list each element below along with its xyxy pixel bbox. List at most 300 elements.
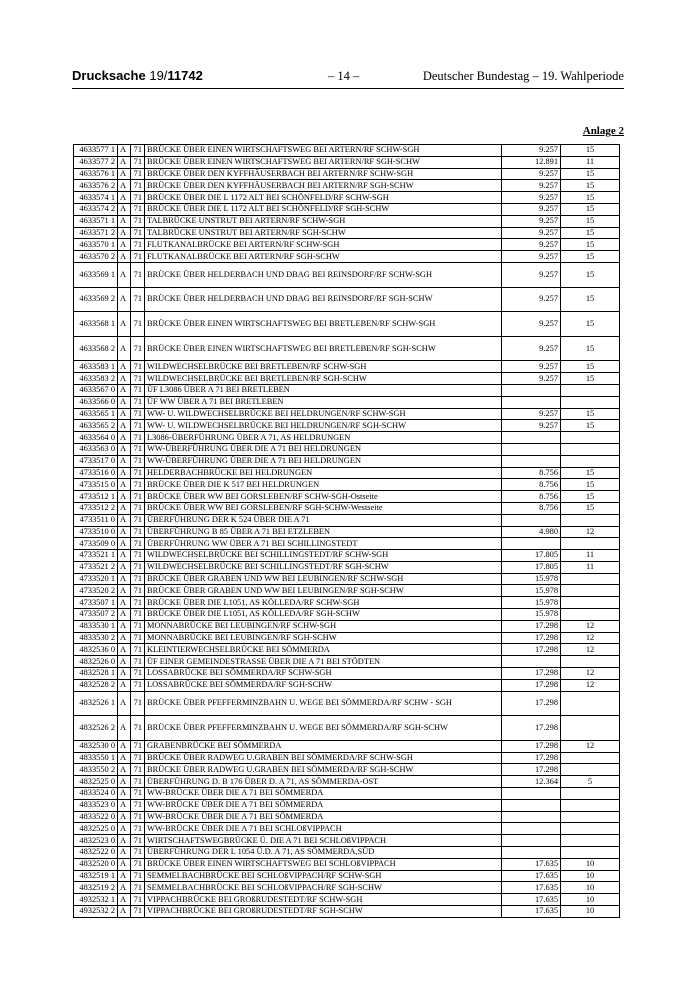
type-cell: A xyxy=(118,799,131,811)
type-cell: A xyxy=(118,336,131,361)
count-cell: 15 xyxy=(561,262,620,287)
description-cell: KLEINTIERWECHSELBRÜCKE BEI SÖMMERDA xyxy=(145,644,502,656)
table-row xyxy=(74,502,620,514)
value-cell xyxy=(502,811,561,823)
road-number-cell: 71 xyxy=(131,384,145,396)
road-number-cell: 71 xyxy=(131,799,145,811)
road-number-cell: 71 xyxy=(131,373,145,385)
description-cell: ÜF WW ÜBER A 71 BEI BRETLEBEN xyxy=(145,396,502,408)
type-cell: A xyxy=(118,620,131,632)
table-row xyxy=(74,514,620,526)
description-cell: FLUTKANALBRÜCKE BEI ARTERN/RF SGH-SCHW xyxy=(145,251,502,263)
road-number-cell: 71 xyxy=(131,788,145,800)
count-cell: 15 xyxy=(561,287,620,312)
description-cell: ÜF L3086 ÜBER A 71 BEI BRETLEBEN xyxy=(145,384,502,396)
value-cell xyxy=(502,514,561,526)
count-cell: 12 xyxy=(561,644,620,656)
structure-id-cell: 4733507 1 xyxy=(74,597,118,609)
description-cell: BRÜCKE ÜBER GRABEN UND WW BEI LEUBINGEN/RF SCHW-SGH xyxy=(145,573,502,585)
description-cell: WILDWECHSELBRÜCKE BEI SCHILLINGSTEDT/RF SCHW-SGH xyxy=(145,550,502,562)
road-number-cell: 71 xyxy=(131,585,145,597)
table-row xyxy=(74,870,620,882)
structure-id-cell: 4833550 2 xyxy=(74,764,118,776)
table-row xyxy=(74,847,620,859)
type-cell: A xyxy=(118,668,131,680)
table-row xyxy=(74,455,620,467)
type-cell: A xyxy=(118,312,131,337)
description-cell: L3086-ÜBERFÜHRUNG ÜBER A 71, AS HELDRUNGEN xyxy=(145,432,502,444)
structure-id-cell: 4633565 1 xyxy=(74,408,118,420)
type-cell: A xyxy=(118,538,131,550)
count-cell: 12 xyxy=(561,632,620,644)
count-cell: 10 xyxy=(561,870,620,882)
road-number-cell: 71 xyxy=(131,156,145,168)
description-cell: BRÜCKE ÜBER DEN KYFFHÄUSERBACH BEI ARTERN/RF SGH-SCHW xyxy=(145,180,502,192)
value-cell: 8.756 xyxy=(502,491,561,503)
table-row xyxy=(74,788,620,800)
description-cell: TALBRÜCKE UNSTRUT BEI ARTERN/RF SCHW-SGH xyxy=(145,215,502,227)
structure-id-cell: 4633568 1 xyxy=(74,312,118,337)
doc-label: Drucksache xyxy=(72,68,146,83)
count-cell xyxy=(561,823,620,835)
bridge-table xyxy=(73,144,620,918)
count-cell xyxy=(561,538,620,550)
table-row xyxy=(74,906,620,918)
description-cell: WW-BRÜCKE ÜBER DIE A 71 BEI SÖMMERDA xyxy=(145,799,502,811)
road-number-cell: 71 xyxy=(131,894,145,906)
value-cell: 9.257 xyxy=(502,373,561,385)
count-cell: 15 xyxy=(561,420,620,432)
value-cell: 17.298 xyxy=(502,691,561,716)
description-cell: BRÜCKE ÜBER PFEFFERMINZBAHN U. WEGE BEI SÖMMERDA/RF SGH-SCHW xyxy=(145,716,502,741)
type-cell: A xyxy=(118,550,131,562)
table-row xyxy=(74,145,620,157)
type-cell: A xyxy=(118,847,131,859)
structure-id-cell: 4833530 1 xyxy=(74,620,118,632)
value-cell: 9.257 xyxy=(502,192,561,204)
structure-id-cell: 4833530 2 xyxy=(74,632,118,644)
road-number-cell: 71 xyxy=(131,203,145,215)
value-cell xyxy=(502,799,561,811)
road-number-cell: 71 xyxy=(131,632,145,644)
structure-id-cell: 4633567 0 xyxy=(74,384,118,396)
structure-id-cell: 4833524 0 xyxy=(74,788,118,800)
value-cell: 17.298 xyxy=(502,740,561,752)
value-cell: 9.257 xyxy=(502,262,561,287)
road-number-cell: 71 xyxy=(131,287,145,312)
table-row xyxy=(74,336,620,361)
table-row xyxy=(74,312,620,337)
road-number-cell: 71 xyxy=(131,538,145,550)
value-cell: 17.298 xyxy=(502,668,561,680)
structure-id-cell: 4633566 0 xyxy=(74,396,118,408)
count-cell xyxy=(561,597,620,609)
structure-id-cell: 4633570 1 xyxy=(74,239,118,251)
type-cell: A xyxy=(118,906,131,918)
table-row xyxy=(74,644,620,656)
structure-id-cell: 4733515 0 xyxy=(74,479,118,491)
type-cell: A xyxy=(118,835,131,847)
count-cell: 12 xyxy=(561,740,620,752)
description-cell: GRABENBRÜCKE BEI SÖMMERDA xyxy=(145,740,502,752)
value-cell xyxy=(502,847,561,859)
type-cell: A xyxy=(118,227,131,239)
road-number-cell: 71 xyxy=(131,550,145,562)
type-cell: A xyxy=(118,823,131,835)
value-cell: 17.298 xyxy=(502,679,561,691)
road-number-cell: 71 xyxy=(131,455,145,467)
type-cell: A xyxy=(118,632,131,644)
structure-id-cell: 4633576 2 xyxy=(74,180,118,192)
table-row xyxy=(74,632,620,644)
table-row xyxy=(74,894,620,906)
count-cell: 15 xyxy=(561,373,620,385)
table-row xyxy=(74,620,620,632)
type-cell: A xyxy=(118,585,131,597)
structure-id-cell: 4832525 0 xyxy=(74,823,118,835)
count-cell xyxy=(561,384,620,396)
value-cell: 17.298 xyxy=(502,644,561,656)
table-row xyxy=(74,668,620,680)
description-cell: BRÜCKE ÜBER EINEN WIRTSCHAFTSWEG BEI ARTERN/RF SCHW-SGH xyxy=(145,145,502,157)
road-number-cell: 71 xyxy=(131,573,145,585)
type-cell: A xyxy=(118,788,131,800)
structure-id-cell: 4633574 1 xyxy=(74,192,118,204)
count-cell xyxy=(561,764,620,776)
type-cell: A xyxy=(118,691,131,716)
description-cell: BRÜCKE ÜBER PFEFFERMINZBAHN U. WEGE BEI SÖMMERDA/RF SCHW - SGH xyxy=(145,691,502,716)
road-number-cell: 71 xyxy=(131,491,145,503)
structure-id-cell: 4733511 0 xyxy=(74,514,118,526)
count-cell xyxy=(561,609,620,621)
description-cell: ÜBERFÜHRUNG B 85 ÜBER A 71 BEI ETZLEBEN xyxy=(145,526,502,538)
description-cell: ÜBERFÜHRUNG WW ÜBER A 71 BEI SCHILLINGSTEDT xyxy=(145,538,502,550)
count-cell: 15 xyxy=(561,479,620,491)
count-cell xyxy=(561,835,620,847)
type-cell: A xyxy=(118,408,131,420)
type-cell: A xyxy=(118,396,131,408)
structure-id-cell: 4832525 0 xyxy=(74,776,118,788)
page-number: – 14 – xyxy=(328,69,360,83)
road-number-cell: 71 xyxy=(131,870,145,882)
table-row xyxy=(74,585,620,597)
table-row xyxy=(74,227,620,239)
count-cell xyxy=(561,443,620,455)
type-cell: A xyxy=(118,811,131,823)
structure-id-cell: 4733517 0 xyxy=(74,455,118,467)
count-cell: 15 xyxy=(561,227,620,239)
annex-label: Anlage 2 xyxy=(582,125,624,137)
road-number-cell: 71 xyxy=(131,502,145,514)
road-number-cell: 71 xyxy=(131,145,145,157)
value-cell: 9.257 xyxy=(502,145,561,157)
description-cell: BRÜCKE ÜBER RADWEG U.GRABEN BEI SÖMMERDA/RF SCHW-SGH xyxy=(145,752,502,764)
structure-id-cell: 4733521 2 xyxy=(74,561,118,573)
count-cell: 15 xyxy=(561,467,620,479)
count-cell xyxy=(561,432,620,444)
value-cell xyxy=(502,396,561,408)
structure-id-cell: 4733512 2 xyxy=(74,502,118,514)
table-row xyxy=(74,597,620,609)
type-cell: A xyxy=(118,361,131,373)
description-cell: ÜBERFÜHRUNG DER L 1054 Ü.D. A 71, AS SÖMMERDA,SÜD xyxy=(145,847,502,859)
type-cell: A xyxy=(118,432,131,444)
value-cell: 17.298 xyxy=(502,716,561,741)
structure-id-cell: 4832523 0 xyxy=(74,835,118,847)
type-cell: A xyxy=(118,561,131,573)
value-cell xyxy=(502,538,561,550)
count-cell: 15 xyxy=(561,251,620,263)
type-cell: A xyxy=(118,479,131,491)
count-cell xyxy=(561,514,620,526)
count-cell xyxy=(561,788,620,800)
type-cell: A xyxy=(118,203,131,215)
type-cell: A xyxy=(118,145,131,157)
count-cell: 11 xyxy=(561,550,620,562)
value-cell: 17.298 xyxy=(502,620,561,632)
type-cell: A xyxy=(118,526,131,538)
type-cell: A xyxy=(118,656,131,668)
type-cell: A xyxy=(118,168,131,180)
value-cell xyxy=(502,455,561,467)
structure-id-cell: 4733520 1 xyxy=(74,573,118,585)
count-cell xyxy=(561,691,620,716)
type-cell: A xyxy=(118,716,131,741)
table-row xyxy=(74,561,620,573)
structure-id-cell: 4833523 0 xyxy=(74,799,118,811)
count-cell: 15 xyxy=(561,168,620,180)
value-cell: 9.257 xyxy=(502,180,561,192)
type-cell: A xyxy=(118,384,131,396)
table-row xyxy=(74,262,620,287)
value-cell: 9.257 xyxy=(502,203,561,215)
publisher: Deutscher Bundestag – 19. Wahlperiode xyxy=(422,69,624,83)
value-cell: 8.756 xyxy=(502,502,561,514)
road-number-cell: 71 xyxy=(131,752,145,764)
table-row xyxy=(74,287,620,312)
road-number-cell: 71 xyxy=(131,514,145,526)
description-cell: WW-ÜBERFÜHRUNG ÜBER DIE A 71 BEI HELDRUNGEN xyxy=(145,455,502,467)
structure-id-cell: 4733516 0 xyxy=(74,467,118,479)
table-row xyxy=(74,811,620,823)
structure-id-cell: 4832519 1 xyxy=(74,870,118,882)
road-number-cell: 71 xyxy=(131,823,145,835)
road-number-cell: 71 xyxy=(131,656,145,668)
structure-id-cell: 4633568 2 xyxy=(74,336,118,361)
table-row xyxy=(74,168,620,180)
structure-id-cell: 4832536 0 xyxy=(74,644,118,656)
road-number-cell: 71 xyxy=(131,847,145,859)
count-cell: 15 xyxy=(561,180,620,192)
value-cell: 15.978 xyxy=(502,609,561,621)
count-cell: 15 xyxy=(561,215,620,227)
type-cell: A xyxy=(118,467,131,479)
doc-number-prefix: 19/ xyxy=(149,68,168,83)
type-cell: A xyxy=(118,514,131,526)
count-cell: 15 xyxy=(561,239,620,251)
count-cell: 10 xyxy=(561,882,620,894)
structure-id-cell: 4832528 1 xyxy=(74,668,118,680)
structure-id-cell: 4633570 2 xyxy=(74,251,118,263)
count-cell: 5 xyxy=(561,776,620,788)
description-cell: BRÜCKE ÜBER DEN KYFFHÄUSERBACH BEI ARTERN/RF SCHW-SGH xyxy=(145,168,502,180)
table-row xyxy=(74,479,620,491)
table-row xyxy=(74,384,620,396)
value-cell: 9.257 xyxy=(502,287,561,312)
count-cell: 15 xyxy=(561,312,620,337)
type-cell: A xyxy=(118,192,131,204)
description-cell: BRÜCKE ÜBER DIE L 1172 ALT BEI SCHÖNFELD/RF SGH-SCHW xyxy=(145,203,502,215)
table-row xyxy=(74,432,620,444)
table-row xyxy=(74,776,620,788)
road-number-cell: 71 xyxy=(131,561,145,573)
structure-id-cell: 4633574 2 xyxy=(74,203,118,215)
description-cell: BRÜCKE ÜBER EINEN WIRTSCHAFTSWEG BEI BRETLEBEN/RF SGH-SCHW xyxy=(145,336,502,361)
value-cell: 17.635 xyxy=(502,858,561,870)
table-row xyxy=(74,573,620,585)
type-cell: A xyxy=(118,609,131,621)
road-number-cell: 71 xyxy=(131,811,145,823)
road-number-cell: 71 xyxy=(131,215,145,227)
table-row xyxy=(74,251,620,263)
value-cell: 9.257 xyxy=(502,215,561,227)
type-cell: A xyxy=(118,239,131,251)
value-cell: 9.257 xyxy=(502,168,561,180)
count-cell xyxy=(561,752,620,764)
type-cell: A xyxy=(118,644,131,656)
table-row xyxy=(74,203,620,215)
description-cell: MONNABRÜCKE BEI LEUBINGEN/RF SCHW-SGH xyxy=(145,620,502,632)
structure-id-cell: 4833522 0 xyxy=(74,811,118,823)
description-cell: BRÜCKE ÜBER DIE K 517 BEI HELDRUNGEN xyxy=(145,479,502,491)
table-row xyxy=(74,526,620,538)
structure-id-cell: 4633577 2 xyxy=(74,156,118,168)
count-cell: 15 xyxy=(561,491,620,503)
description-cell: WW-BRÜCKE ÜBER DIE A 71 BEI SCHLOßVIPPACH xyxy=(145,823,502,835)
description-cell: BRÜCKE ÜBER EINEN WIRTSCHAFTSWEG BEI SCHLOßVIPPACH xyxy=(145,858,502,870)
doc-number-main: 11742 xyxy=(167,68,203,83)
table-row xyxy=(74,882,620,894)
structure-id-cell: 4832530 0 xyxy=(74,740,118,752)
type-cell: A xyxy=(118,764,131,776)
table-row xyxy=(74,408,620,420)
description-cell: BRÜCKE ÜBER RADWEG U.GRABEN BEI SÖMMERDA/RF SGH-SCHW xyxy=(145,764,502,776)
description-cell: WIRTSCHAFTSWEGBRÜCKE Ü. DIE A 71 BEI SCHLOßVIPPACH xyxy=(145,835,502,847)
table-row xyxy=(74,609,620,621)
type-cell: A xyxy=(118,502,131,514)
type-cell: A xyxy=(118,679,131,691)
value-cell: 8.756 xyxy=(502,467,561,479)
road-number-cell: 71 xyxy=(131,668,145,680)
road-number-cell: 71 xyxy=(131,716,145,741)
description-cell: BRÜCKE ÜBER GRABEN UND WW BEI LEUBINGEN/RF SGH-SCHW xyxy=(145,585,502,597)
type-cell: A xyxy=(118,882,131,894)
structure-id-cell: 4733520 2 xyxy=(74,585,118,597)
value-cell: 17.635 xyxy=(502,894,561,906)
value-cell xyxy=(502,835,561,847)
value-cell: 17.805 xyxy=(502,561,561,573)
table-row xyxy=(74,443,620,455)
count-cell: 15 xyxy=(561,361,620,373)
type-cell: A xyxy=(118,262,131,287)
table-row xyxy=(74,740,620,752)
road-number-cell: 71 xyxy=(131,443,145,455)
structure-id-cell: 4932532 1 xyxy=(74,894,118,906)
table-row xyxy=(74,420,620,432)
structure-id-cell: 4633563 0 xyxy=(74,443,118,455)
structure-id-cell: 4633571 1 xyxy=(74,215,118,227)
value-cell xyxy=(502,384,561,396)
value-cell: 9.257 xyxy=(502,420,561,432)
road-number-cell: 71 xyxy=(131,420,145,432)
count-cell: 10 xyxy=(561,894,620,906)
structure-id-cell: 4832528 2 xyxy=(74,679,118,691)
type-cell: A xyxy=(118,455,131,467)
value-cell: 15.978 xyxy=(502,597,561,609)
type-cell: A xyxy=(118,573,131,585)
value-cell: 9.257 xyxy=(502,227,561,239)
description-cell: BRÜCKE ÜBER HELDERBACH UND DBAG BEI REINSDORF/RF SCHW-SGH xyxy=(145,262,502,287)
type-cell: A xyxy=(118,287,131,312)
road-number-cell: 71 xyxy=(131,526,145,538)
structure-id-cell: 4733507 2 xyxy=(74,609,118,621)
road-number-cell: 71 xyxy=(131,764,145,776)
road-number-cell: 71 xyxy=(131,336,145,361)
description-cell: WW-BRÜCKE ÜBER DIE A 71 BEI SÖMMERDA xyxy=(145,811,502,823)
page-header xyxy=(72,68,624,89)
type-cell: A xyxy=(118,776,131,788)
road-number-cell: 71 xyxy=(131,180,145,192)
description-cell: LOSSABRÜCKE BEI SÖMMERDA/RF SCHW-SGH xyxy=(145,668,502,680)
road-number-cell: 71 xyxy=(131,882,145,894)
road-number-cell: 71 xyxy=(131,396,145,408)
structure-id-cell: 4832522 0 xyxy=(74,847,118,859)
road-number-cell: 71 xyxy=(131,227,145,239)
road-number-cell: 71 xyxy=(131,679,145,691)
road-number-cell: 71 xyxy=(131,312,145,337)
value-cell: 8.756 xyxy=(502,479,561,491)
count-cell: 15 xyxy=(561,145,620,157)
structure-id-cell: 4633564 0 xyxy=(74,432,118,444)
road-number-cell: 71 xyxy=(131,467,145,479)
description-cell: WW- U. WILDWECHSELBRÜCKE BEI HELDRUNGEN/RF SGH-SCHW xyxy=(145,420,502,432)
structure-id-cell: 4832526 1 xyxy=(74,691,118,716)
type-cell: A xyxy=(118,491,131,503)
count-cell: 15 xyxy=(561,336,620,361)
road-number-cell: 71 xyxy=(131,168,145,180)
value-cell: 9.257 xyxy=(502,312,561,337)
count-cell xyxy=(561,716,620,741)
count-cell: 12 xyxy=(561,668,620,680)
table-row xyxy=(74,491,620,503)
road-number-cell: 71 xyxy=(131,609,145,621)
description-cell: WW-BRÜCKE ÜBER DIE A 71 BEI SÖMMERDA xyxy=(145,788,502,800)
structure-id-cell: 4833550 1 xyxy=(74,752,118,764)
table-body xyxy=(74,145,620,918)
description-cell: BRÜCKE ÜBER EINEN WIRTSCHAFTSWEG BEI BRETLEBEN/RF SCHW-SGH xyxy=(145,312,502,337)
count-cell: 12 xyxy=(561,526,620,538)
description-cell: WW-ÜBERFÜHRUNG ÜBER DIE A 71 BEI HELDRUNGEN xyxy=(145,443,502,455)
road-number-cell: 71 xyxy=(131,906,145,918)
structure-id-cell: 4733510 0 xyxy=(74,526,118,538)
value-cell: 17.635 xyxy=(502,882,561,894)
type-cell: A xyxy=(118,740,131,752)
description-cell: MONNABRÜCKE BEI LEUBINGEN/RF SGH-SCHW xyxy=(145,632,502,644)
type-cell: A xyxy=(118,894,131,906)
table-row xyxy=(74,716,620,741)
table-row xyxy=(74,361,620,373)
table-row xyxy=(74,239,620,251)
